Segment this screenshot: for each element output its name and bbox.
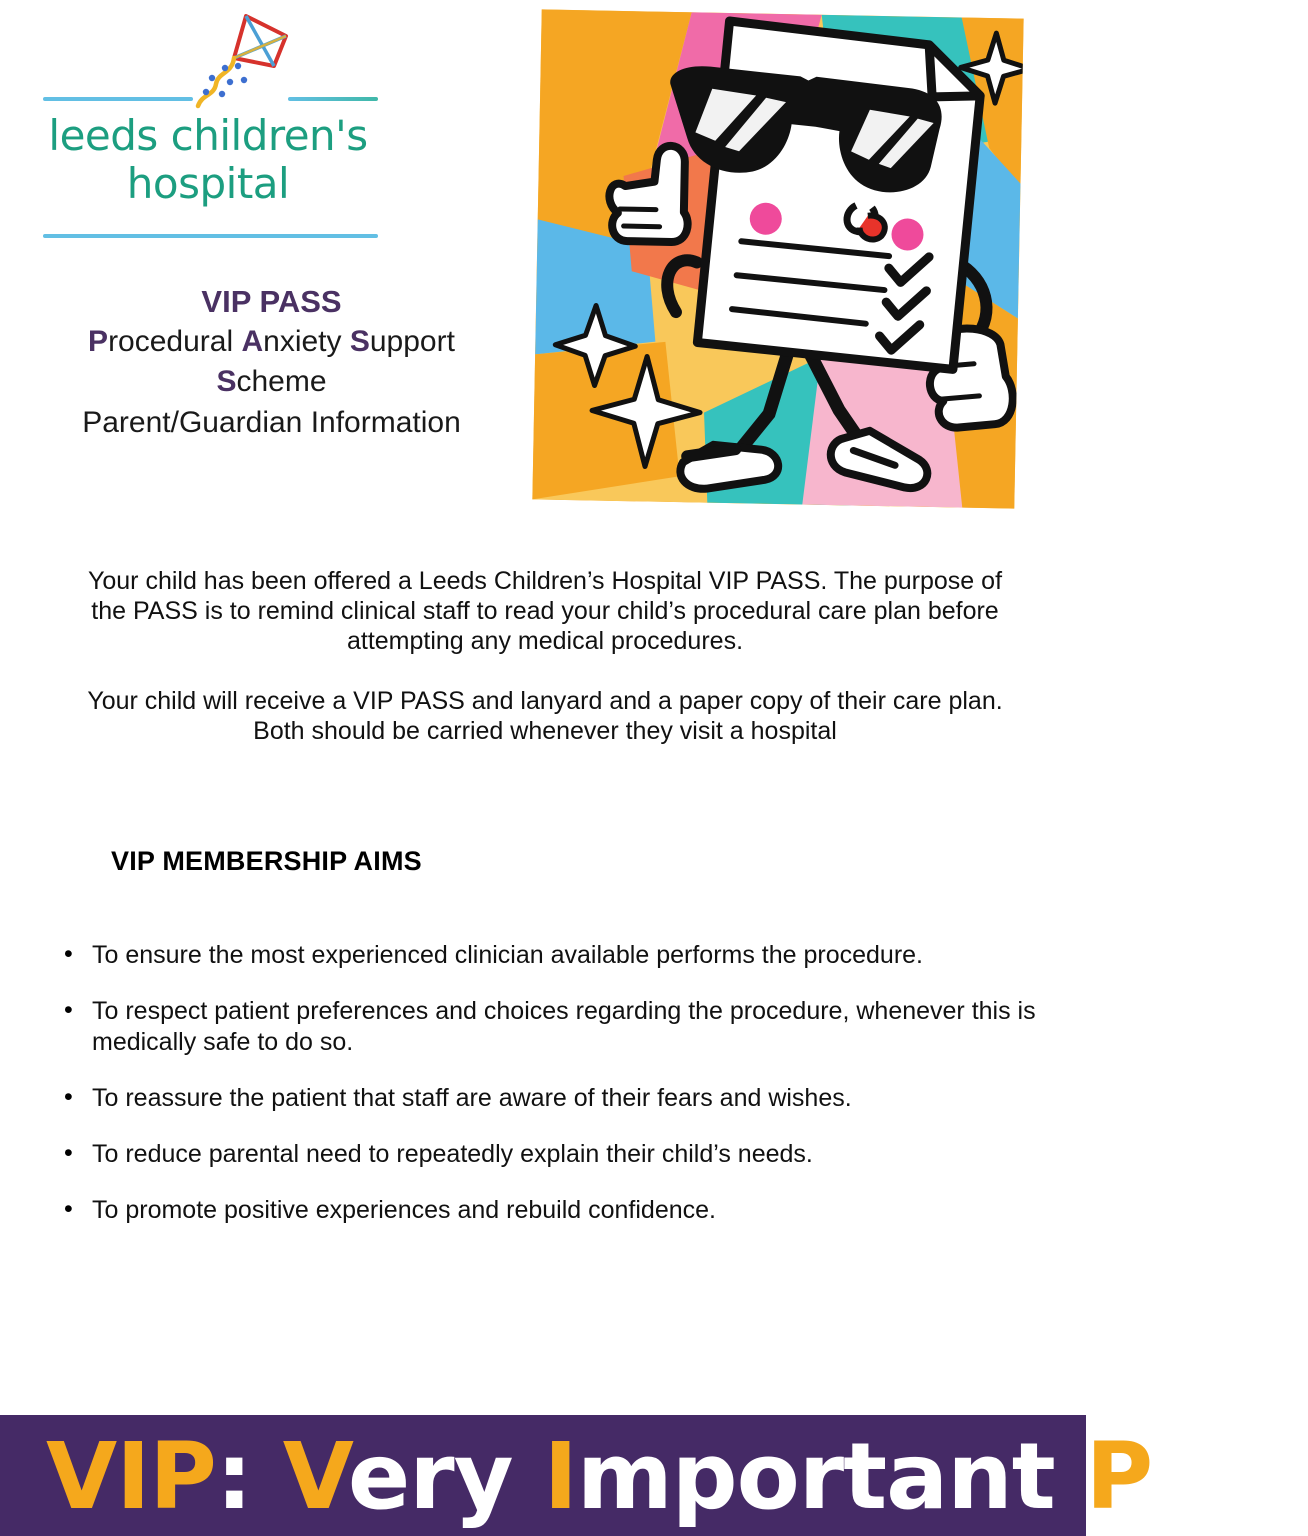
title-vip-pass: VIP PASS (201, 284, 342, 319)
title-segment-0: S (216, 365, 237, 398)
title-parent-guardian: Parent/Guardian Information (82, 406, 461, 439)
title-segment-2: A (241, 325, 264, 358)
logo-text-line-2: hospital (126, 159, 290, 208)
footer-segment-5 (513, 1423, 544, 1530)
title-segment-1: rocedural (108, 325, 242, 358)
logo-rule-left (43, 97, 193, 101)
title-scheme-line-2 (0, 362, 543, 402)
kite-icon (178, 10, 308, 120)
hero-artwork (532, 9, 1023, 508)
logo-rule-bottom (43, 234, 378, 238)
aims-list-item: • To reduce parental need to repeatedly explain their child’s needs. (56, 1139, 1036, 1170)
intro-paragraph-1: Your child has been offered a Leeds Children’s Hospital VIP PASS. The purpose of the PASS is to remind clinical staff to read your child’s procedural care plan before attempting any medical procedures. (87, 567, 1003, 655)
footer-segment-4: ery (347, 1423, 513, 1530)
page-title (0, 282, 543, 444)
title-scheme-line-1 (0, 322, 543, 362)
title-segment-3: nxiety (263, 325, 350, 358)
footer-segment-1: : (215, 1423, 252, 1530)
footer-segment-6: I (543, 1423, 577, 1530)
footer-segment-8 (1055, 1423, 1086, 1530)
leeds-childrens-hospital-logo (38, 8, 378, 238)
document-header (0, 0, 543, 520)
logo-rule-right (288, 97, 378, 101)
aims-list-item: • To ensure the most experienced clinician available performs the procedure. (56, 940, 1036, 971)
logo-text-line-1: leeds children's (48, 111, 368, 160)
footer-segment-0: VIP (46, 1423, 216, 1530)
footer-segment-9: P (1085, 1423, 1153, 1530)
title-segment-5: upport (369, 325, 455, 358)
aims-heading: VIP MEMBERSHIP AIMS (111, 846, 422, 876)
intro-paragraph-2: Your child will receive a VIP PASS and lanyard and a paper copy of their care plan. Both should be carried whenever they visit a hospital (87, 687, 1003, 745)
vip-footer-banner (0, 1415, 1308, 1536)
footer-segment-3: V (282, 1423, 348, 1530)
title-segment-1: cheme (236, 365, 327, 398)
aims-list-item: • To promote positive experiences and rebuild confidence. (56, 1195, 1036, 1226)
aims-list (56, 940, 1036, 1251)
vip-pass-character-illustration (532, 9, 1023, 508)
aims-list-item: • To reassure the patient that staff are aware of their fears and wishes. (56, 1083, 1036, 1114)
aims-list-item: • To respect patient preferences and choices regarding the procedure, whenever this is medically safe to do so. (56, 996, 1036, 1058)
footer-banner-text (46, 1423, 1308, 1530)
title-segment-0: P (88, 325, 109, 358)
title-segment-4: S (349, 325, 370, 358)
intro-paragraphs (70, 566, 1020, 746)
footer-segment-10: lan (1152, 1423, 1308, 1530)
footer-segment-7: mportant (576, 1423, 1055, 1530)
footer-segment-2 (252, 1423, 283, 1530)
